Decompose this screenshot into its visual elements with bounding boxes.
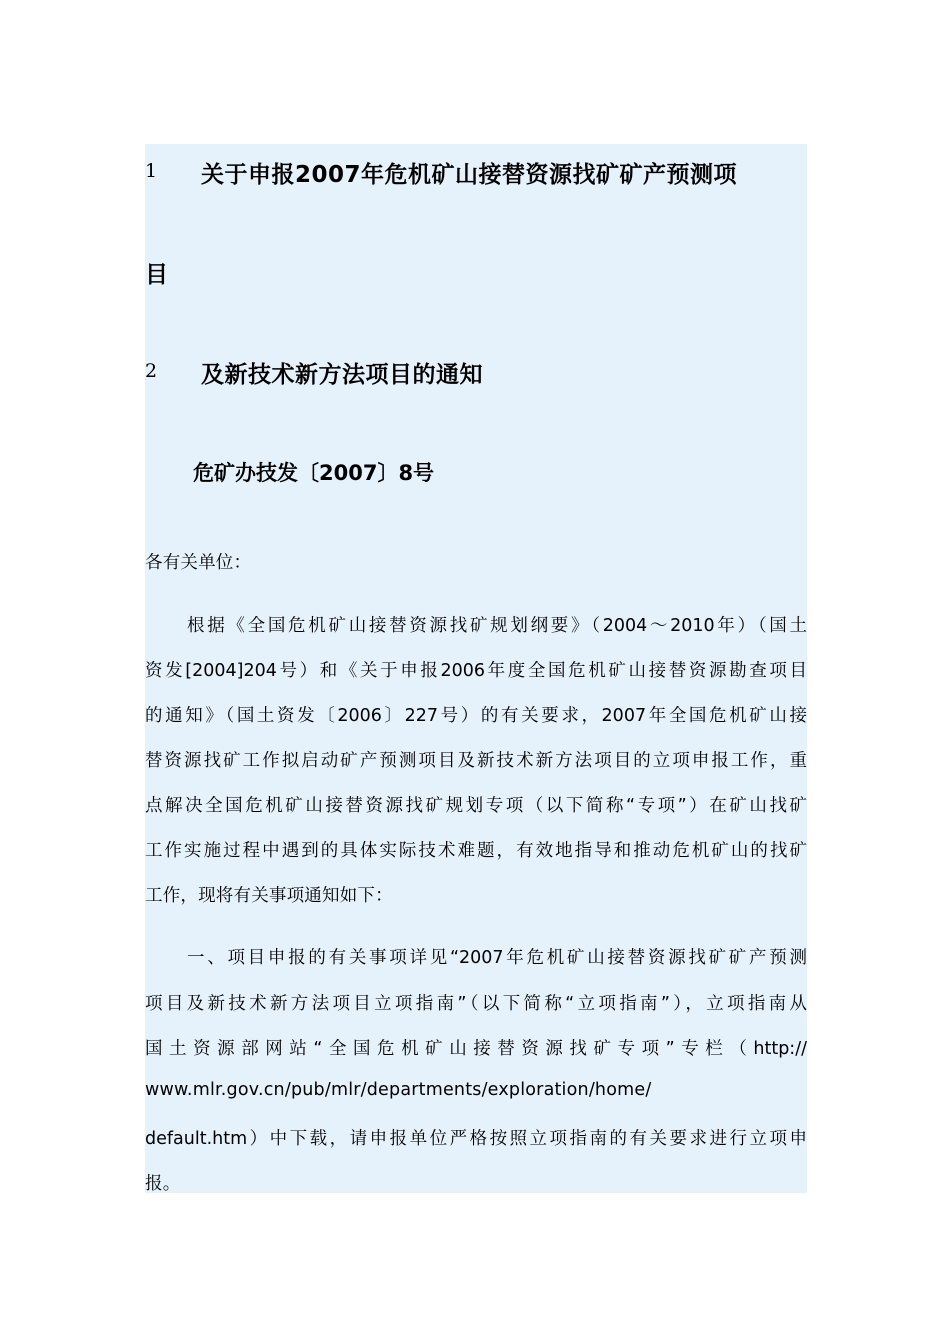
paragraph-1-line: 点解决全国危机矿山接替资源找矿规划专项（以下简称“专项”）在矿山找矿	[145, 796, 807, 816]
paragraph-2-line: 项目及新技术新方法项目立项指南”（以下简称“立项指南”），立项指南从	[145, 994, 807, 1014]
document-number: 危矿办技发〔2007〕8号	[193, 461, 435, 485]
paragraph-1-line: 工作实施过程中遇到的具体实际技术难题，有效地指导和推动危机矿山的找矿	[145, 841, 807, 861]
heading-number-2: 2	[145, 360, 158, 382]
salutation: 各有关单位：	[145, 553, 252, 573]
paragraph-2-url-line: www.mlr.gov.cn/pub/mlr/departments/exploration/home/	[145, 1080, 652, 1100]
heading-number-1: 1	[145, 160, 158, 182]
paragraph-2-line: default.htm）中下载，请申报单位严格按照立项指南的有关要求进行立项申	[145, 1129, 807, 1149]
paragraph-1-line: 根据《全国危机矿山接替资源找矿规划纲要》（2004～2010年）（国土	[187, 616, 807, 636]
paragraph-1-line: 的通知》（国土资发〔2006〕227号）的有关要求，2007年全国危机矿山接	[145, 706, 807, 726]
document-title-line-1: 关于申报2007年危机矿山接替资源找矿矿产预测项	[201, 162, 738, 188]
paragraph-1-line: 资发[2004]204号）和《关于申报2006年度全国危机矿山接替资源勘查项目	[145, 661, 807, 681]
paragraph-2-line: 报。	[145, 1174, 181, 1194]
document-title-line-1-wrap: 目	[145, 262, 169, 288]
paragraph-1-line: 替资源找矿工作拟启动矿产预测项目及新技术新方法项目的立项申报工作，重	[145, 751, 807, 771]
paragraph-2-line: 一、项目申报的有关事项详见“2007年危机矿山接替资源找矿矿产预测	[187, 948, 807, 968]
document-title-line-2: 及新技术新方法项目的通知	[201, 362, 483, 388]
paragraph-1-line: 工作，现将有关事项通知如下：	[145, 886, 393, 906]
paragraph-2-line: 国土资源部网站“全国危机矿山接替资源找矿专项”专栏（http://	[145, 1039, 807, 1059]
